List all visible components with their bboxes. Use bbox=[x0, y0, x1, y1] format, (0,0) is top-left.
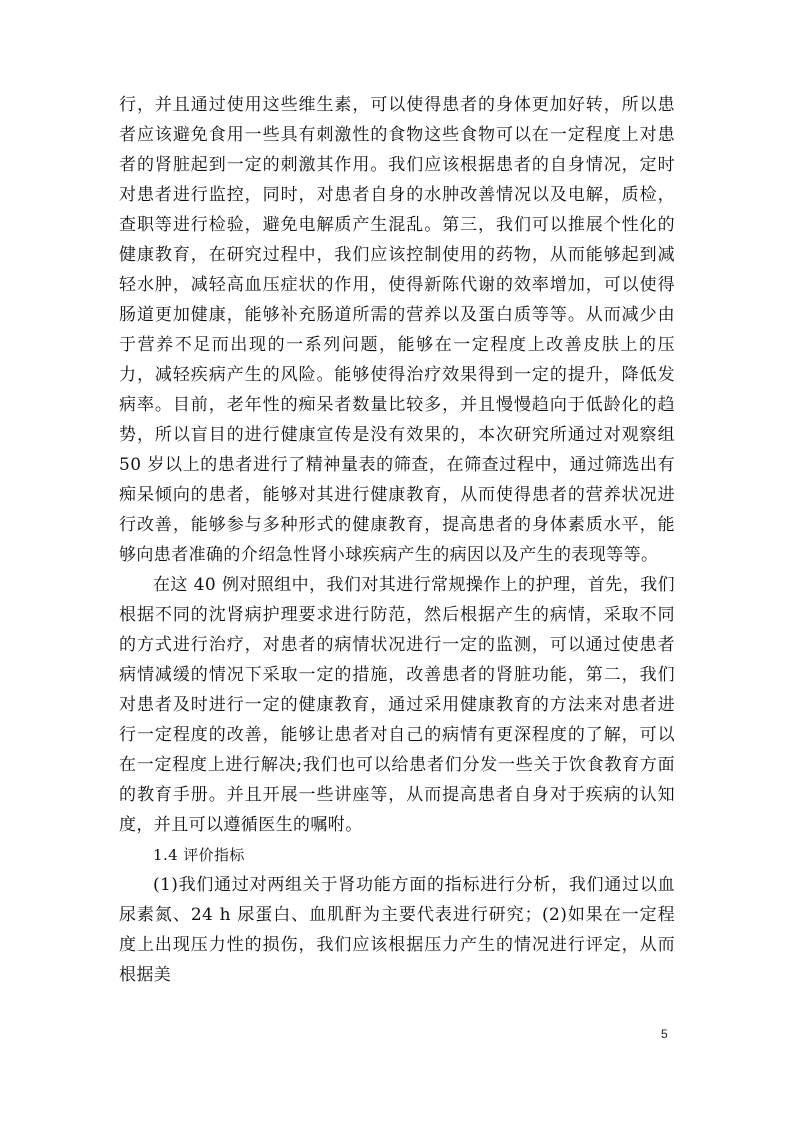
body-text bbox=[119, 90, 675, 990]
section-heading: 1.4 评价指标 bbox=[153, 846, 245, 864]
paragraph-continuation: 行，并且通过使用这些维生素，可以使得患者的身体更加好转，所以患者应该避免食用一些具有刺激性的食物这些食物可以在一定程度上对患者的肾脏起到一定的刺激其作用。我们应该根据患者的自身情况，定时对患者进行监控，同时，对患者自身的水肿改善情况以及电解，质检，查职等进行检验，避免电解质产生混乱。第三，我们可以推展个性化的健康教育，在研究过程中，我们应该控制使用的药物，从而能够起到减轻水肿，减轻高血压症状的作用，使得新陈代谢的效率增加，可以使得肠道更加健康，能够补充肠道所需的营养以及蛋白质等等。从而减少由于营养不足而出现的一系列问题，能够在一定程度上改善皮肤上的压力，减轻疾病产生的风险。能够使得治疗效果得到一定的提升，降低发病率。目前，老年性的痴呆者数量比较多，并且慢慢趋向于低龄化的趋势，所以盲目的进行健康宣传是没有效果的，本次研究所通过对观察组 50 岁以上的患者进行了精神量表的筛查，在筛查过程中，通过筛选出有痴呆倾向的患者，能够对其进行健康教育，从而使得患者的营养状况进行改善，能够参与多种形式的健康教育，提高患者的身体素质水平，能够向患者准确的介绍急性肾小球疾病产生的病因以及产生的表现等等。 bbox=[119, 95, 675, 565]
paragraph-evaluation-indicators: (1)我们通过对两组关于肾功能方面的指标进行分析，我们通过以血尿素氮、24 h 尿蛋白、血肌酐为主要代表进行研究；(2)如果在一定程度上出现压力性的损伤，我们应该根据压力产生的情况进行评定，从而根据美 bbox=[119, 875, 675, 985]
paragraph-control-group: 在这 40 例对照组中，我们对其进行常规操作上的护理，首先，我们根据不同的沈肾病护理要求进行防范，然后根据产生的病情，采取不同的方式进行治疗，对患者的病情状况进行一定的监测，可以通过使患者病情减缓的情况下采取一定的措施，改善患者的肾脏功能，第二，我们对患者及时进行一定的健康教育，通过采用健康教育的方法来对患者进行一定程度的改善，能够让患者对自己的病情有更深程度的了解，可以在一定程度上进行解决;我们也可以给患者们分发一些关于饮食教育方面的教育手册。并且开展一些讲座等，从而提高患者自身对于疾病的认知度，并且可以遵循医生的嘱咐。 bbox=[119, 575, 675, 835]
page-number: 5 bbox=[661, 1027, 668, 1041]
